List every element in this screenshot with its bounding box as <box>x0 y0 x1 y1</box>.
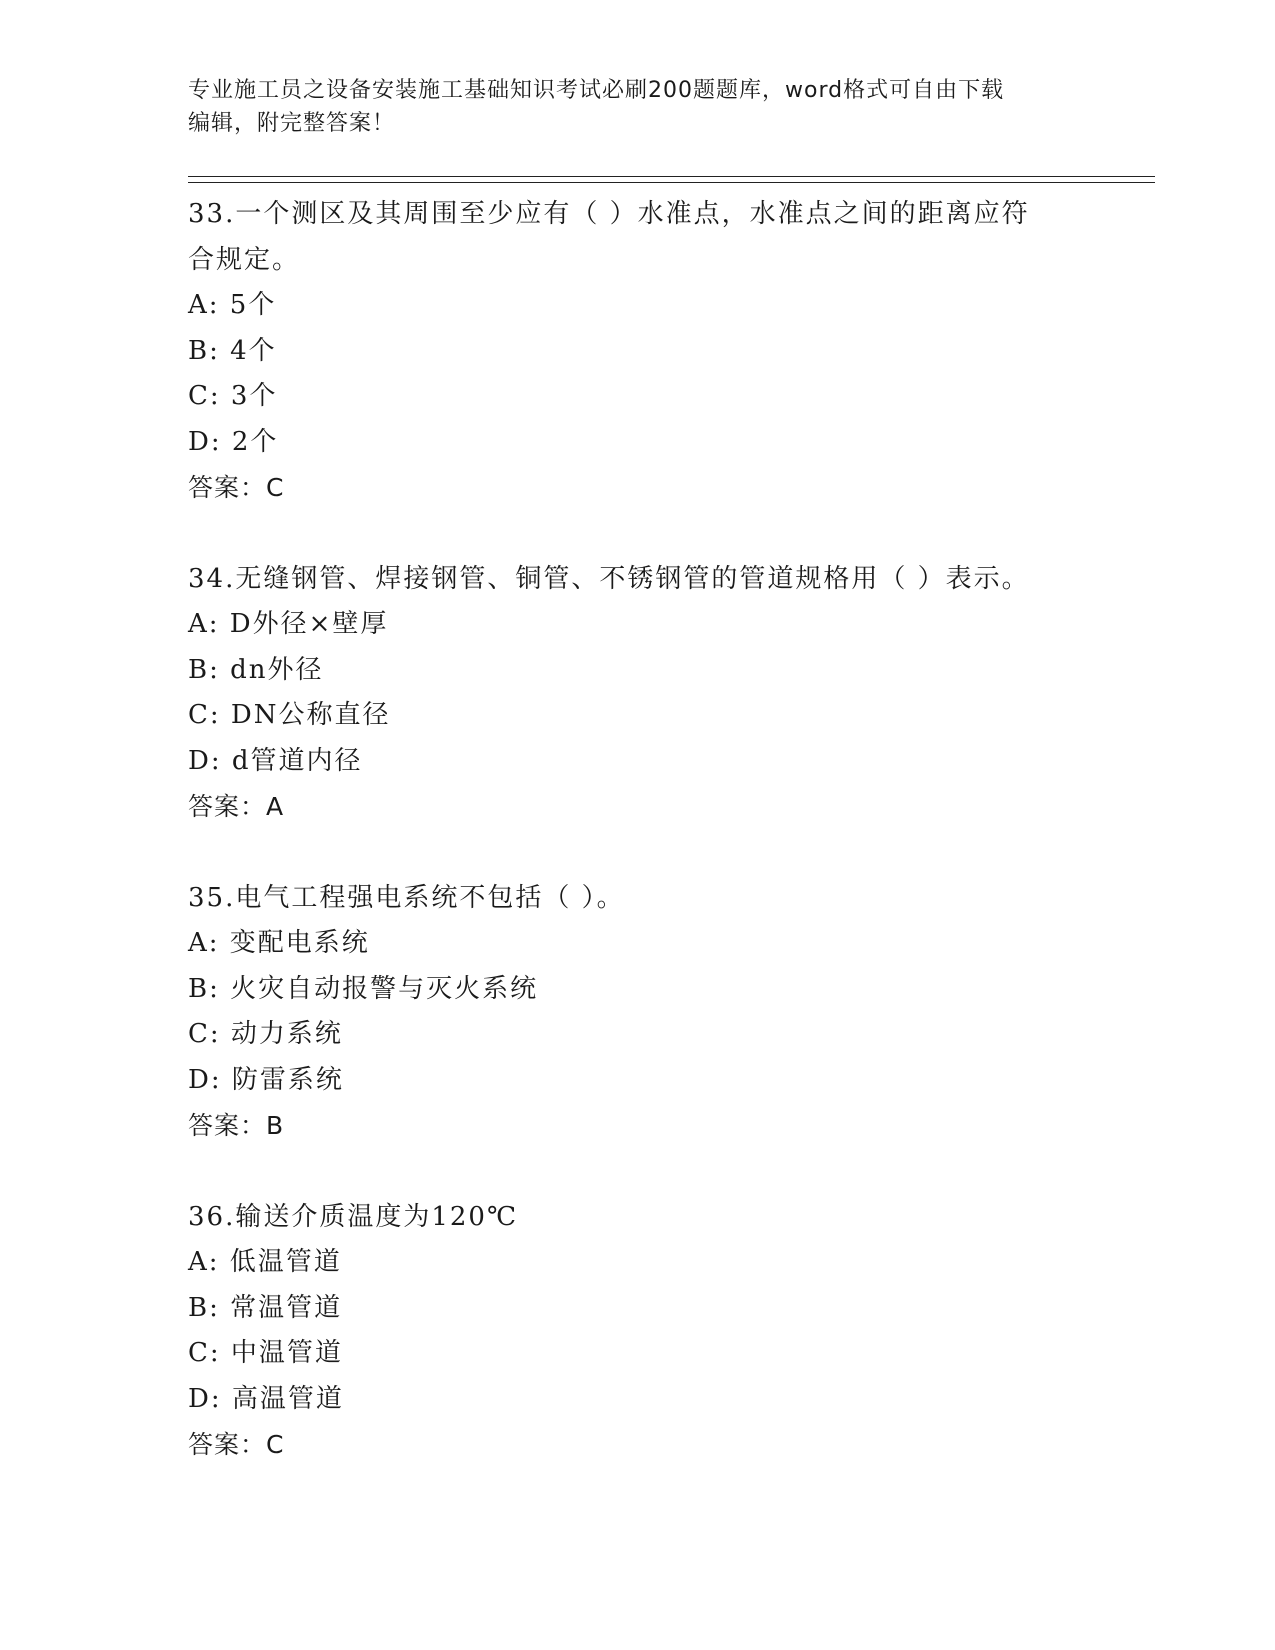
header-line-1: 专业施工员之设备安装施工基础知识考试必刷200题题库，word格式可自由下载 <box>188 78 1005 103</box>
option-b: B: 火灾自动报警与灭火系统 <box>188 973 539 1004</box>
option-a: A: 变配电系统 <box>188 928 370 958</box>
document-header <box>188 74 1088 140</box>
question-list <box>188 192 1088 1514</box>
question-stem: 33.一个测区及其周围至少应有（ ）水准点，水准点之间的距离应符 <box>188 199 1030 229</box>
option-a: A: D外径×壁厚 <box>188 609 389 639</box>
option-b: B: 常温管道 <box>188 1292 343 1323</box>
answer-text: 答案：C <box>188 473 285 502</box>
option-d: D: 防雷系统 <box>188 1064 344 1095</box>
question-36 <box>188 1195 1088 1468</box>
option-a: A: 低温管道 <box>188 1247 342 1277</box>
question-33 <box>188 192 1088 511</box>
question-35 <box>188 876 1088 1149</box>
question-stem: 35.电气工程强电系统不包括（ ）。 <box>188 882 625 913</box>
header-line-2: 编辑，附完整答案！ <box>188 111 396 136</box>
option-c: C: DN公称直径 <box>188 700 391 730</box>
option-c: C: 中温管道 <box>188 1338 343 1368</box>
option-b: B: dn外径 <box>188 654 324 685</box>
header-divider-bottom <box>188 182 1155 183</box>
question-stem-continued: 合规定。 <box>188 244 301 275</box>
question-stem: 36.输送介质温度为120℃ <box>188 1201 519 1232</box>
option-b: B: 4个 <box>188 335 277 366</box>
answer-text: 答案：B <box>188 1111 285 1140</box>
answer-text: 答案：C <box>188 1430 285 1459</box>
question-34 <box>188 557 1088 830</box>
option-d: D: 2个 <box>188 426 279 457</box>
option-d: D: d管道内径 <box>188 745 363 776</box>
option-c: C: 3个 <box>188 381 278 411</box>
option-d: D: 高温管道 <box>188 1383 344 1414</box>
option-c: C: 动力系统 <box>188 1019 343 1049</box>
question-stem: 34.无缝钢管、焊接钢管、铜管、不锈钢管的管道规格用（ ）表示。 <box>188 563 1030 594</box>
option-a: A: 5个 <box>188 290 277 320</box>
header-divider-top <box>188 176 1155 177</box>
answer-text: 答案：A <box>188 792 285 821</box>
